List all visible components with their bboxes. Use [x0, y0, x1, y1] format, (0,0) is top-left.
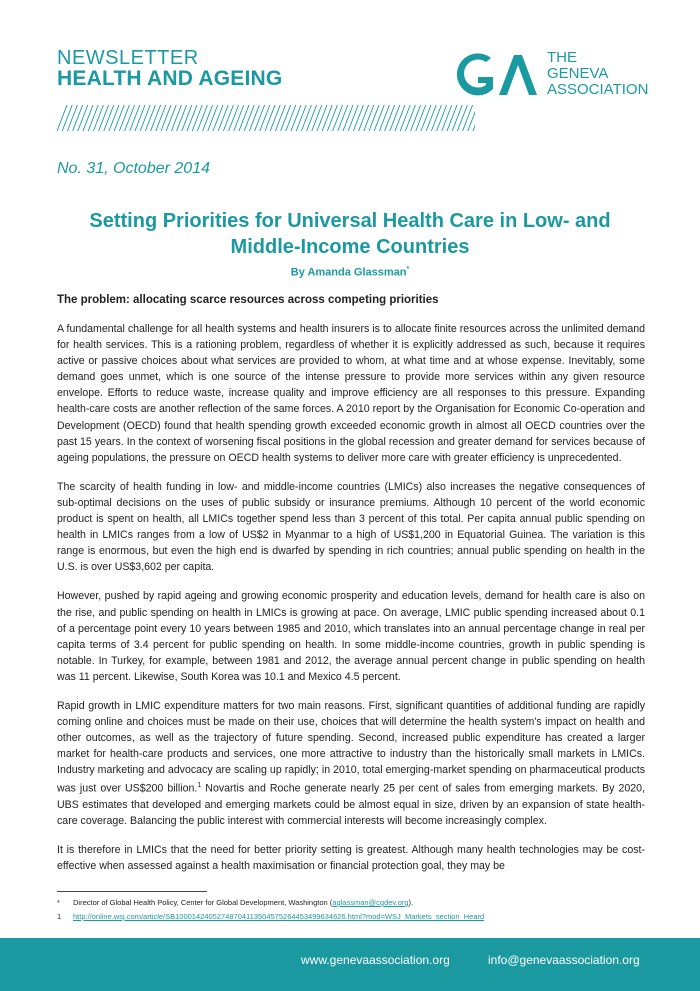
footnote-2-marker: 1 [57, 912, 62, 921]
hatch-stroke [109, 105, 119, 131]
hatch-stroke [390, 105, 400, 131]
hatch-stroke [322, 105, 332, 131]
author-name: By Amanda Glassman [290, 266, 407, 279]
hatch-stroke [369, 105, 379, 131]
hatch-stroke [296, 105, 306, 131]
footnote-1-close: ). [408, 898, 414, 907]
article-title-line-1: Setting Priorities for Universal Health Care in Low- and [89, 210, 611, 232]
author-email-link[interactable]: aglassman@cgdev.org [332, 898, 409, 907]
logo-wordmark [547, 50, 648, 98]
page-footer [0, 938, 700, 991]
hatch-stroke [125, 105, 135, 131]
footnote-1-text: Director of Global Health Policy, Center for Global Development, Washington ( [73, 898, 333, 907]
hatch-stroke [463, 105, 473, 131]
footnote-1-marker: * [57, 898, 60, 907]
hatch-stroke [114, 105, 124, 131]
hatch-stroke [270, 105, 280, 131]
hatch-stroke [229, 105, 239, 131]
hatch-stroke [327, 105, 337, 131]
hatch-stroke [416, 105, 426, 131]
hatch-stroke [333, 105, 343, 131]
hatch-stroke [395, 105, 405, 131]
hatch-stroke [312, 105, 322, 131]
hatch-stroke [452, 105, 462, 131]
hatch-stroke [447, 105, 457, 131]
hatch-stroke [338, 105, 348, 131]
hatch-stroke [78, 105, 88, 131]
wsj-article-link[interactable]: http://online.wsj.com/article/SB10001424052748704113504575264453499634626.html?mod=WSJ_Markets_section_Heard [73, 912, 485, 921]
hatch-stroke [275, 105, 285, 131]
hatch-stroke [218, 105, 228, 131]
website-link[interactable]: www.genevaassociation.org [301, 953, 450, 967]
article-title [60, 208, 640, 260]
logo-text-the: THE [547, 49, 577, 66]
footnote-ref-1[interactable]: 1 [197, 782, 202, 790]
hatch-stroke [166, 105, 176, 131]
hatch-stroke [171, 105, 181, 131]
hatch-stroke [379, 105, 389, 131]
logo-text-geneva: GENEVA [547, 65, 609, 82]
hatch-stroke [83, 105, 93, 131]
hatch-stroke [385, 105, 395, 131]
paragraph-4-text-b: Novartis and Roche generate nearly 25 per cent of sales from emerging markets. By 2020, UBS estimates that developed and emerging markets could be almost equal in size, driven by an expansion of state health-care coverage. Balancing the public interest with commercial interests will become increasingly complex. [57, 782, 645, 828]
hatch-stroke [364, 105, 374, 131]
hatch-stroke [431, 105, 441, 131]
hatch-stroke [437, 105, 447, 131]
hatch-stroke [57, 105, 67, 131]
hatch-stroke [156, 105, 166, 131]
article-body [57, 321, 645, 887]
author-footnote-marker: * [406, 266, 410, 273]
hatch-stroke [234, 105, 244, 131]
hatch-stroke [67, 105, 77, 131]
hatch-stroke [119, 105, 129, 131]
hatch-stroke [223, 105, 233, 131]
hatch-stroke [135, 105, 145, 131]
hatch-stroke [353, 105, 363, 131]
hatch-stroke [130, 105, 140, 131]
paragraph-4-text-a: Rapid growth in LMIC expenditure matters for two main reasons. First, significant quantities of additional funding are rapidly coming online and choices must be made on their use, choices that will determine the health system's impact on health and other outcomes, as well as the trajectory of future spending. Second, increased public expenditure has created a larger market for health-care products and services, one more attractive to industry than the historically small markets in LMICs. Industry marketing and advocacy are scaling up rapidly; in 2010, total emerging-market spending on pharmaceutical products was just over US$200 billion. [57, 699, 645, 795]
footnote-divider [57, 891, 207, 892]
hatch-stroke [442, 105, 452, 131]
paragraph-5: It is therefore in LMICs that the need for better priority setting is greatest. Although many health technologies may be cost-effective when assessed against a health maximisation or financial protection goal, they may be [57, 844, 645, 873]
hatch-stroke [301, 105, 311, 131]
hatch-stroke [411, 105, 421, 131]
hatch-stroke [151, 105, 161, 131]
hatch-stroke [286, 105, 296, 131]
hatch-stroke [260, 105, 270, 131]
hatch-stroke [317, 105, 327, 131]
paragraph-1: A fundamental challenge for all health systems and health insurers is to allocate finite resources across the unlimited demand for health services. This is a rationing problem, regardless of whether it is explicitly addressed as such, because it requires active or passive choices about what services are provided to whom, at what time and at whose expense. Inevitably, some demand goes unmet, which is one source of the intense pressure to provide more services within any given resource envelope. Efforts to reduce waste, increase quality and improve efficiency are all responses to this pressure. Expanding health-care costs are another reflection of the same forces. A 2010 report by the Organisation for Economic Co-operation and Development (OECD) found that health spending growth exceeded economic growth in almost all OECD countries over the past 15 years. In the context of worsening fiscal positions in the global recession and greater demand for services because of ageing populations, the pressure on OECD health systems to deliver more care with greater efficiency is unprecedented. [57, 323, 645, 464]
hatch-stroke [400, 105, 410, 131]
geneva-association-logo-icon [447, 49, 539, 101]
hatch-stroke [93, 105, 103, 131]
hatch-stroke [88, 105, 98, 131]
hatch-stroke [374, 105, 384, 131]
hatch-stroke [307, 105, 317, 131]
hatch-stroke [348, 105, 358, 131]
hatch-stroke [239, 105, 249, 131]
hatch-stroke [426, 105, 436, 131]
newsletter-header [0, 0, 700, 140]
hatch-decoration [55, 103, 475, 133]
hatch-stroke [161, 105, 171, 131]
hatch-stroke [291, 105, 301, 131]
paragraph-2: The scarcity of health funding in low- and middle-income countries (LMICs) also increases the negative consequences of sub-optimal decisions on the uses of public subsidy or insurance premiums. Although 10 percent of the world economic product is spent on health, all LMICs together spend less than 3 percent of this total. Per capita annual public spending on health in LMICs ranges from a low of US$2 in Myanmar to a high of US$1,200 in Equatorial Guinea. The variation is this range is enormous, but even the high end is dwarfed by spending in rich countries; annual public spending on health in the U.S. is over US$3,602 per capita. [57, 480, 645, 574]
paragraph-3: However, pushed by rapid ageing and growing economic prosperity and education levels, demand for health care is also on the rise, and public spending on health in LMICs is growing at pace. On average, LMIC public spending increased about 0.1 of a percentage point every 10 years between 1985 and 2010, which translates into an annual percentage change in real per capita terms of 3.4 percent for public spending on health. In some middle-income countries, growth in public spending is notable. In Turkey, for example, between 1981 and 2012, the average annual percent change in public spending on health was 11 percent. Likewise, South Korea was 10.1 and Mexico 4.5 percent. [57, 590, 645, 683]
hatch-stroke [343, 105, 353, 131]
section-heading: The problem: allocating scarce resources across competing priorities [57, 294, 439, 306]
hatch-stroke [244, 105, 254, 131]
issue-number: No. 31, October 2014 [57, 160, 210, 177]
hatch-stroke [177, 105, 187, 131]
hatch-stroke [197, 105, 207, 131]
logo-text-association: ASSOCIATION [547, 81, 649, 98]
newsletter-series-name: HEALTH AND AGEING [57, 67, 283, 90]
hatch-stroke [473, 105, 475, 131]
hatch-stroke [192, 105, 202, 131]
hatch-stroke [104, 105, 114, 131]
article-byline [60, 266, 640, 279]
paragraph-4 [57, 698, 645, 829]
hatch-stroke [255, 105, 265, 131]
hatch-stroke [208, 105, 218, 131]
hatch-stroke [203, 105, 213, 131]
hatch-stroke [457, 105, 467, 131]
hatch-stroke [99, 105, 109, 131]
hatch-stroke [182, 105, 192, 131]
hatch-stroke [213, 105, 223, 131]
article-title-line-2: Middle-Income Countries [230, 236, 470, 258]
hatch-stroke [421, 105, 431, 131]
hatch-stroke [187, 105, 197, 131]
hatch-stroke [359, 105, 369, 131]
contact-email-link[interactable]: info@genevaassociation.org [488, 953, 640, 967]
footnote-1 [57, 898, 647, 907]
hatch-stroke [73, 105, 83, 131]
hatch-stroke [265, 105, 275, 131]
hatch-stroke [281, 105, 291, 131]
newsletter-label: NEWSLETTER [57, 47, 199, 69]
hatch-stroke [145, 105, 155, 131]
footnote-2 [57, 912, 647, 921]
hatch-stroke [405, 105, 415, 131]
hatch-stroke [62, 105, 72, 131]
hatch-stroke [140, 105, 150, 131]
hatch-stroke [249, 105, 259, 131]
